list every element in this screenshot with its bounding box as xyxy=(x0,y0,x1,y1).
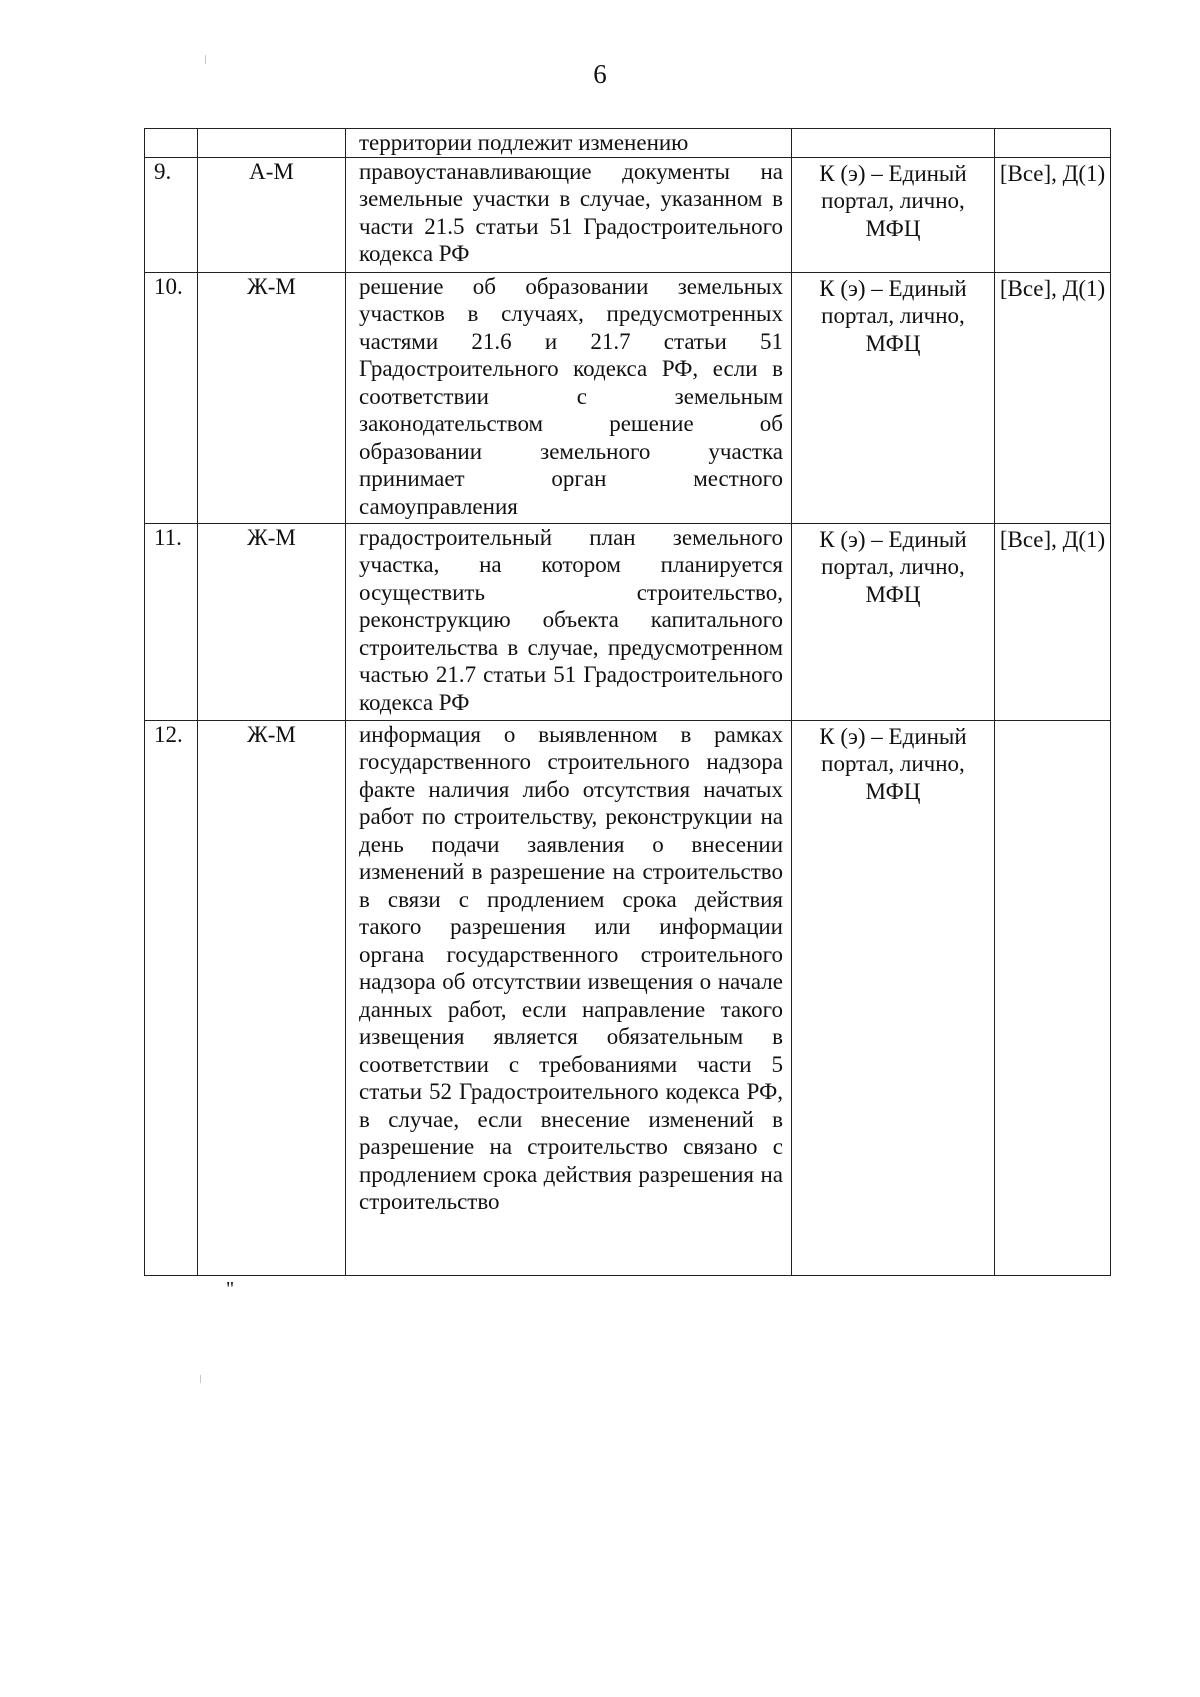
cell-channel: К (э) – Единый портал, лично, МФЦ xyxy=(792,720,995,1275)
table-row-continuation xyxy=(145,129,1111,158)
cell-code: Ж-М xyxy=(198,523,346,720)
cell-channel: К (э) – Единый портал, лично, МФЦ xyxy=(792,272,995,523)
scan-artifact-bottom xyxy=(200,1375,201,1383)
cell-num xyxy=(145,129,198,158)
cell-code xyxy=(198,129,346,158)
page-number: 6 xyxy=(593,59,607,89)
cell-result xyxy=(995,720,1111,1275)
table-row xyxy=(145,720,1111,1275)
closing-quote: " xyxy=(226,1278,235,1300)
cell-channel: К (э) – Единый портал, лично, МФЦ xyxy=(792,523,995,720)
cell-num: 9. xyxy=(145,157,198,272)
cell-document-text: территории подлежит изменению xyxy=(346,129,792,158)
cell-result: [Все], Д(1) xyxy=(995,523,1111,720)
cell-result: [Все], Д(1) xyxy=(995,272,1111,523)
cell-result xyxy=(995,129,1111,158)
cell-code: Ж-М xyxy=(198,272,346,523)
table-row xyxy=(145,157,1111,272)
documents-table xyxy=(144,128,1111,1276)
cell-channel xyxy=(792,129,995,158)
cell-code: А-М xyxy=(198,157,346,272)
table-row xyxy=(145,272,1111,523)
cell-num: 10. xyxy=(145,272,198,523)
cell-document-text: решение об образовании земельных участков в случаях, предусмотренных частями 21.6 и 21.7 статьи 51 Градостроительного кодекса РФ, если в соответствии с земельным законодательством решение об образовании земельного участка принимает орган местного самоуправления xyxy=(346,272,792,523)
cell-code: Ж-М xyxy=(198,720,346,1275)
cell-document-text: информация о выявленном в рамках государственного строительного надзора факте наличия либо отсутствия начатых работ по строительству, реконструкции на день подачи заявления о внесении изменений в разрешение на строительство в связи с продлением срока действия такого разрешения или информации органа государственного строительного надзора об отсутствии извещения о начале данных работ, если направление такого извещения является обязательным в соответствии с требованиями части 5 статьи 52 Градостроительного кодекса РФ, в случае, если внесение изменений в разрешение на строительство связано с продлением срока действия разрешения на строительство xyxy=(346,720,792,1275)
cell-document-text: градостроительный план земельного участка, на котором планируется осуществить строительство, реконструкцию объекта капитального строительства в случае, предусмотренном частью 21.7 статьи 51 Градостроительного кодекса РФ xyxy=(346,523,792,720)
scan-artifact-top xyxy=(205,55,206,64)
cell-result: [Все], Д(1) xyxy=(995,157,1111,272)
cell-num: 12. xyxy=(145,720,198,1275)
cell-num: 11. xyxy=(145,523,198,720)
cell-channel: К (э) – Единый портал, лично, МФЦ xyxy=(792,157,995,272)
cell-document-text: правоустанавливающие документы на земельные участки в случае, указанном в части 21.5 статьи 51 Градостроительного кодекса РФ xyxy=(346,157,792,272)
table-row xyxy=(145,523,1111,720)
